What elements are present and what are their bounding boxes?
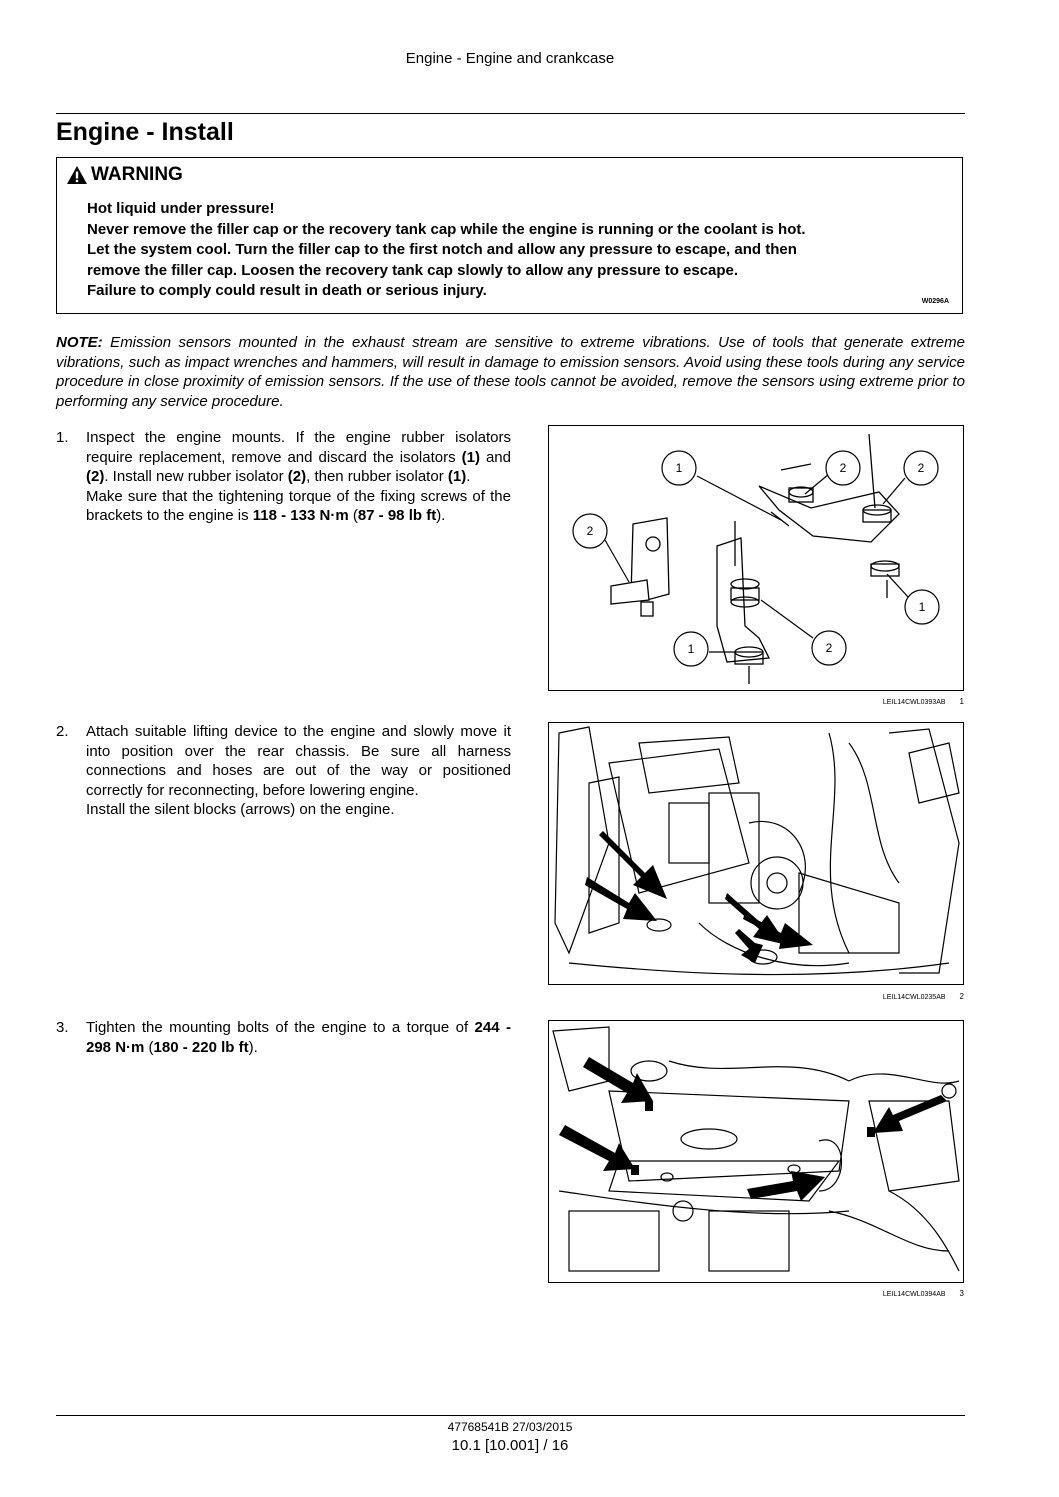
step-text: Make sure that the tightening torque of the fixing screws of the brackets to the engine is 118 - 133 N·m (87 - 98 lb ft). [86,487,511,524]
warning-box [56,157,963,314]
figure-number: 3 [959,1289,964,1298]
callout-circle [573,514,607,548]
svg-text:1: 1 [918,600,926,614]
figure-number: 1 [959,697,964,706]
step-text: Tighten the mounting bolts of the engine to a torque of 244 - 298 N·m (180 - 220 lb ft). [86,1019,511,1056]
step-number: 2. [56,723,69,740]
bottom-rule [56,1415,965,1416]
callout-circle [812,631,846,665]
note-label: NOTE: [56,334,103,351]
warning-line: Let the system cool. Turn the filler cap to the first notch and allow any pressure to escape, and then [87,241,797,258]
step-3 [56,1018,511,1057]
step-2 [56,722,511,820]
warning-line: Never remove the filler cap or the recovery tank cap while the engine is running or the coolant is hot. [87,220,806,238]
callout-circle [826,451,860,485]
warning-text [87,199,957,302]
callout-circle [662,451,696,485]
warning-label: WARNING [91,164,183,185]
mounting-bolts-illustration [549,1021,964,1283]
callout-circle [674,632,708,666]
warning-line: remove the filler cap. Loosen the recovery tank cap slowly to allow any pressure to escape. [87,261,739,279]
warning-triangle-icon [66,165,88,185]
figure-1-engine-mounts [548,425,964,691]
svg-text:2: 2 [586,524,594,538]
warning-heading [66,164,183,186]
figure-3-mounting-bolts [548,1020,964,1283]
figure-2-caption [548,992,964,1001]
svg-text:1: 1 [687,642,695,656]
figure-code: LEIL14CWL0235AB [882,994,946,1001]
svg-text:2: 2 [917,461,925,475]
warning-code: W0296A [921,298,949,305]
footer-document-id: 47768541B 27/03/2015 [447,1420,573,1434]
step-number: 1. [56,429,69,446]
svg-text:2: 2 [839,461,847,475]
note-text: Emission sensors mounted in the exhaust stream are sensitive to extreme vibrations. Use of tools that generate extreme vibrations, such as impact wrenches and hammers, will result in damage to emission sensors. Avoid using these tools during any service procedure in close proximity of emission sensors. If the use of these tools cannot be avoided, remove the sensors using extreme prior to performing any service procedure. [56,334,965,410]
warning-line: Failure to comply could result in death or serious injury. [87,282,487,299]
svg-text:2: 2 [825,641,833,655]
figure-1-caption [548,697,964,706]
running-header: Engine - Engine and crankcase [405,50,615,67]
step-text: Inspect the engine mounts. If the engine rubber isolators require replacement, remove and discard the isolators (1) and (2). Install new rubber isolator (2), then rubber isolator (1). [86,429,511,485]
figure-number: 2 [959,992,964,1001]
step-1 [56,428,511,526]
figure-2-engine-photo [548,722,964,985]
step-number: 3. [56,1019,69,1036]
figure-code: LEIL14CWL0393AB [882,699,946,706]
callout-circle [905,590,939,624]
step-text: Install the silent blocks (arrows) on the engine. [86,801,395,818]
engine-mount-exploded-illustration [549,426,964,691]
engine-lowering-photo [549,723,964,985]
figure-code: LEIL14CWL0394AB [882,1291,946,1298]
callout-circle [904,451,938,485]
footer-page-number: 10.1 [10.001] / 16 [451,1437,569,1454]
page-title: Engine - Install [56,118,234,146]
svg-text:1: 1 [675,461,683,475]
step-text: Attach suitable lifting device to the engine and slowly move it into position over the rear chassis. Be sure all harness connections and hoses are out of the way or positioned correctly for reconnecting, before lowering engine. [86,723,511,799]
note-paragraph [56,333,965,411]
top-rule [56,113,965,114]
figure-3-caption [548,1289,964,1298]
warning-line: Hot liquid under pressure! [87,200,275,217]
